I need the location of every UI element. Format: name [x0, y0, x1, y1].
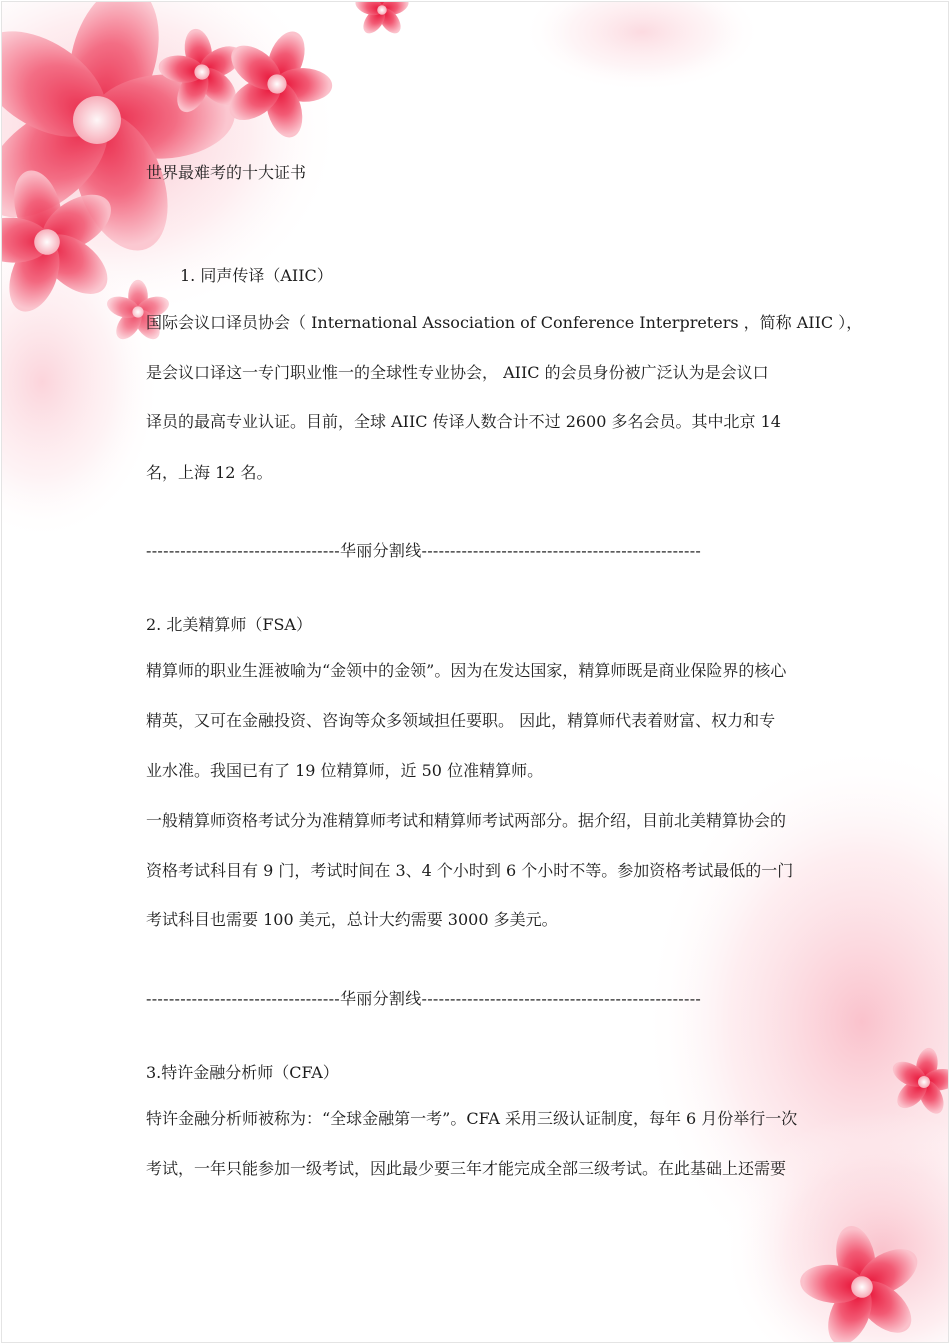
section-heading-cfa: 3.特许金融分析师（CFA）: [146, 1063, 339, 1082]
paragraph-line: 名，上海 12 名。: [146, 463, 273, 482]
paragraph-line: 业水准。我国已有了 19 位精算师，近 50 位准精算师。: [146, 761, 544, 780]
paragraph-line: 译员的最高专业认证。目前，全球 AIIC 传译人数合计不过 2600 多名会员。其中北京 14: [146, 412, 781, 431]
section-heading-fsa: 2. 北美精算师（FSA）: [146, 615, 312, 634]
paragraph-line: 精英，又可在金融投资、咨询等众多领域担任要职。 因此，精算师代表着财富、权力和专: [146, 711, 776, 730]
paragraph-line: 是会议口译这一专门职业惟一的全球性专业协会， AIIC 的会员身份被广泛认为是会议口: [146, 363, 769, 382]
paragraph-line: 国际会议口译员协会（ International Association of Conference Interpreters ，简称 AIIC ），: [146, 313, 863, 332]
paragraph-line: 资格考试科目有 9 门，考试时间在 3、4 个小时到 6 个小时不等。参加资格考试最低的一门: [146, 861, 794, 880]
divider-line: ----------------------------------华丽分割线-------------------------------------------------: [146, 541, 702, 560]
section-heading-aiic: 1. 同声传译（AIIC）: [180, 266, 333, 285]
paragraph-line: 考试，一年只能参加一级考试，因此最少要三年才能完成全部三级考试。在此基础上还需要: [146, 1159, 787, 1178]
divider-line: ----------------------------------华丽分割线-------------------------------------------------: [146, 989, 702, 1008]
document-title: 世界最难考的十大证书: [146, 163, 307, 182]
paragraph-line: 一般精算师资格考试分为准精算师考试和精算师考试两部分。据介绍，目前北美精算协会的: [146, 811, 787, 830]
paragraph-line: 考试科目也需要 100 美元，总计大约需要 3000 多美元。: [146, 910, 558, 929]
document-page: [1, 1, 949, 1343]
paragraph-line: 特许金融分析师被称为：“全球金融第一考”。CFA 采用三级认证制度，每年 6 月份举行一次: [146, 1109, 798, 1128]
paragraph-line: 精算师的职业生涯被喻为“金领中的金领”。因为在发达国家，精算师既是商业保险界的核心: [146, 661, 787, 680]
